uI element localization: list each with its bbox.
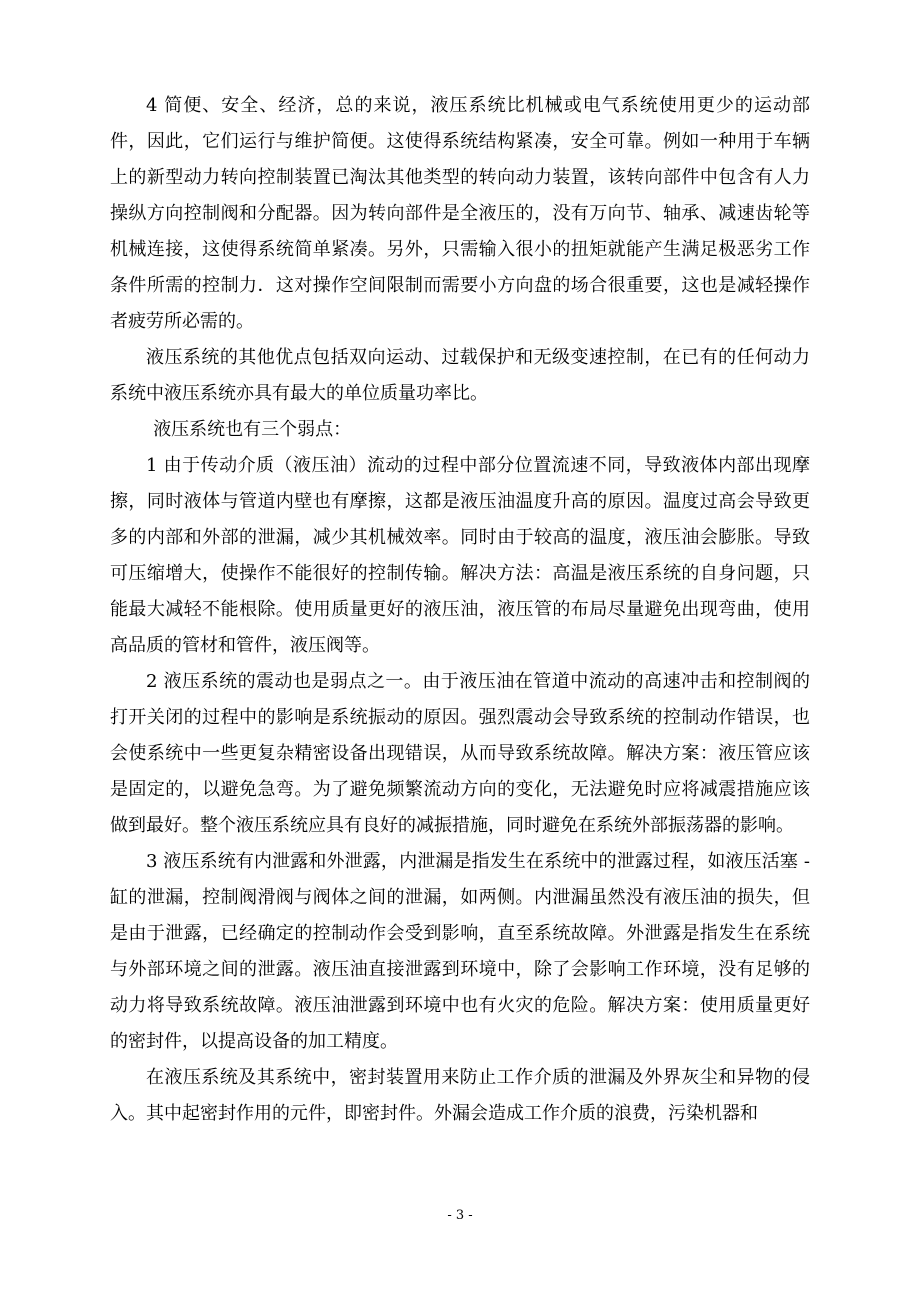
paragraph-other-advantages: 液压系统的其他优点包括双向运动、过载保护和无级变速控制，在已有的任何动力系统中液压系统亦具有最大的单位质量功率比。 xyxy=(110,347,810,404)
paragraph-advantage-4: 4 简便、安全、经济，总的来说，液压系统比机械或电气系统使用更少的运动部件，因此，它们运行与维护简便。这使得系统结构紧凑，安全可靠。例如一种用于车辆上的新型动力转向控制装置已淘汰其他类型的转向动力装置，该转向部件中包含有人力操纵方向控制阀和分配器。因为转向部件是全液压的，没有万向节、轴承、减速齿轮等机械连接，这使得系统简单紧凑。另外，只需输入很小的扭矩就能产生满足极恶劣工作条件所需的控制力．这对操作空间限制而需要小方向盘的场合很重要，这也是减轻操作者疲劳所必需的。 xyxy=(110,95,810,332)
paragraph-seals: 在液压系统及其系统中，密封装置用来防止工作介质的泄漏及外界灰尘和异物的侵入。其中起密封作用的元件，即密封件。外漏会造成工作介质的浪费，污染机器和 xyxy=(110,1067,810,1124)
page-number: - 3 - xyxy=(447,1208,473,1223)
paragraph-weakness-3: 3 液压系统有内泄露和外泄露，内泄漏是指发生在系统中的泄露过程，如液压活塞 - 缸的泄漏，控制阀滑阀与阀体之间的泄漏，如两侧。内泄漏虽然没有液压油的损失，但是由于泄露，已经确定的控制动作会受到影响，直至系统故障。外泄露是指发生在系统与外部环境之间的泄露。液压油直接泄露到环境中，除了会影响工作环境，没有足够的动力将导致系统故障。液压油泄露到环境中也有火灾的危险。解决方案：使用质量更好的密封件，以提高设备的加工精度。 xyxy=(110,851,810,1052)
paragraph-weakness-1: 1 由于传动介质（液压油）流动的过程中部分位置流速不同，导致液体内部出现摩擦，同时液体与管道内壁也有摩擦，这都是液压油温度升高的原因。温度过高会导致更多的内部和外部的泄漏，减少其机械效率。同时由于较高的温度，液压油会膨胀。导致可压缩增大，使操作不能很好的控制传输。解决方法：高温是液压系统的自身问题，只能最大减轻不能根除。使用质量更好的液压油，液压管的布局尽量避免出现弯曲，使用高品质的管材和管件，液压阀等。 xyxy=(110,455,810,656)
paragraph-weaknesses-intro: 液压系统也有三个弱点： xyxy=(153,419,352,440)
body-text xyxy=(110,88,810,1132)
paragraph-weakness-2: 2 液压系统的震动也是弱点之一。由于液压油在管道中流动的高速冲击和控制阀的打开关闭的过程中的影响是系统振动的原因。强烈震动会导致系统的控制动作错误，也会使系统中一些更复杂精密设备出现错误，从而导致系统故障。解决方案：液压管应该是固定的，以避免急弯。为了避免频繁流动方向的变化，无法避免时应将减震措施应该做到最好。整个液压系统应具有良好的减振措施，同时避免在系统外部振荡器的影响。 xyxy=(110,671,810,836)
